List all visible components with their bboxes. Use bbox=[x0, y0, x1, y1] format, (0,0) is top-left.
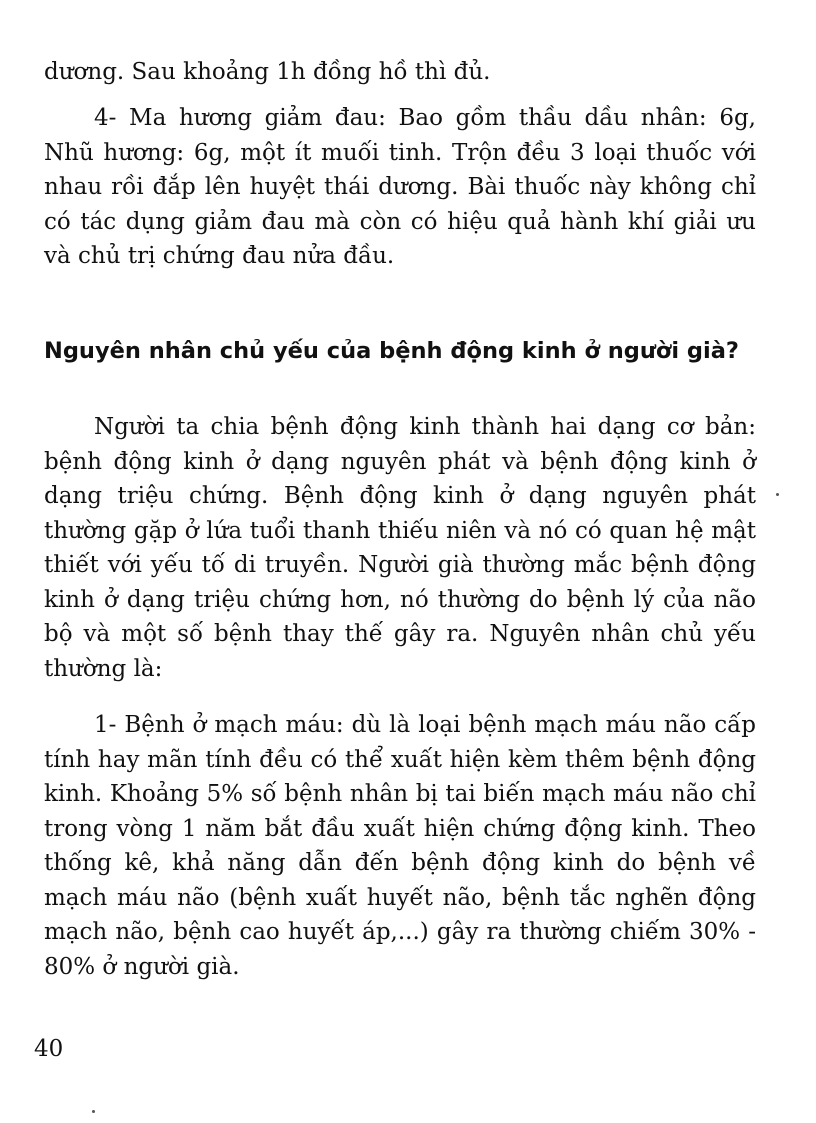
page-number: 40 bbox=[34, 1036, 64, 1062]
scan-speck bbox=[92, 1110, 95, 1113]
paragraph-remedy-4: 4- Ma hương giảm đau: Bao gồm thầu dầu nhân: 6g, Nhũ hương: 6g, một ít muối tinh. Trộn đều 3 loại thuốc với nhau rồi đắp lên huyệt thái dương. Bài thuốc này không chỉ có tác dụng giảm đau mà còn có hiệu quả hành khí giải ưu và chủ trị chứng đau nửa đầu. bbox=[44, 105, 756, 269]
paragraph-cause-1: 1- Bệnh ở mạch máu: dù là loại bệnh mạch máu não cấp tính hay mãn tính đều có thể xuất hiện kèm thêm bệnh động kinh. Khoảng 5% số bệnh nhân bị tai biến mạch máu não chỉ trong vòng 1 năm bắt đầu xuất hiện chứng động kinh. Theo thống kê, khả năng dẫn đến bệnh động kinh do bệnh về mạch máu não (bệnh xuất huyết não, bệnh tắc nghẽn động mạch não, bệnh cao huyết áp,...) gây ra thường chiếm 30% - 80% ở người già. bbox=[44, 712, 756, 980]
paragraph-intro: Người ta chia bệnh động kinh thành hai dạng cơ bản: bệnh động kinh ở dạng nguyên phát và bệnh động kinh ở dạng triệu chứng. Bệnh động kinh ở dạng nguyên phát thường gặp ở lứa tuổi thanh thiếu niên và nó có quan hệ mật thiết với yếu tố di truyền. Người già thường mắc bệnh động kinh ở dạng triệu chứng hơn, nó thường do bệnh lý của não bộ và một số bệnh thay thế gây ra. Nguyên nhân chủ yếu thường là: bbox=[44, 414, 756, 682]
paragraph-continuation: dương. Sau khoảng 1h đồng hồ thì đủ. bbox=[44, 59, 491, 85]
section-heading: Nguyên nhân chủ yếu của bệnh động kinh ở người già? bbox=[44, 338, 739, 364]
scan-speck bbox=[776, 493, 779, 496]
